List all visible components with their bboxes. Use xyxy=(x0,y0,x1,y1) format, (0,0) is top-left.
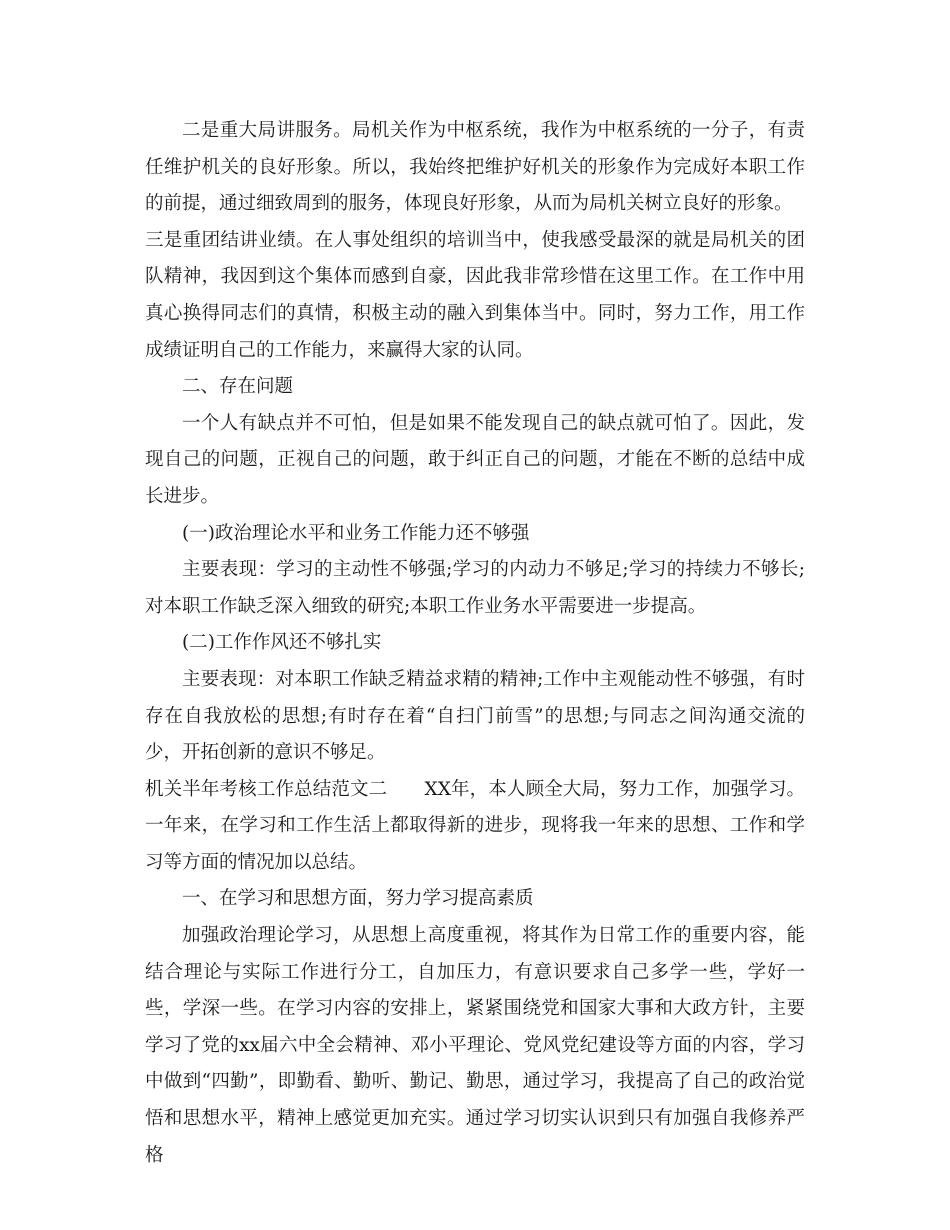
subheading-work-style: (二)工作作风还不够扎实 xyxy=(182,632,382,654)
section-heading-study: 一、在学习和思想方面，努力学习提高素质 xyxy=(182,888,534,910)
paragraph-work-style-manifestation: 主要表现：对本职工作缺乏精益求精的精神;工作中主观能动性不够强，有时存在自我放松的思想;有时存在着“自扫门前雪”的思想;与同志之间沟通交流的少，开拓创新的意识不够足。 xyxy=(145,668,805,764)
section-heading-problems: 二、存在问题 xyxy=(182,376,294,398)
document-body xyxy=(145,113,805,1174)
paragraph-service: 二是重大局讲服务。局机关作为中枢系统，我作为中枢系统的一分子，有责任维护机关的良好形象。所以，我始终把维护好机关的形象作为完成好本职工作的前提，通过细致周到的服务，体现良好形象，从而为局机关树立良好的形象。 xyxy=(145,120,805,215)
paragraph-sample-two-intro: 机关半年考核工作总结范文二 XX年，本人顾全大局，努力工作，加强学习。一年来，在学习和工作生活上都取得新的进步，现将我一年来的思想、工作和学习等方面的情况加以总结。 xyxy=(145,778,805,873)
paragraph-study-detail: 加强政治理论学习，从思想上高度重视，将其作为日常工作的重要内容，能结合理论与实际工作进行分工，自加压力，有意识要求自己多学一些，学好一些，学深一些。在学习内容的安排上，紧紧围绕党和国家大事和大政方针，主要学习了党的xx届六中全会精神、邓小平理论、党风党纪建设等方面的内容，学习中做到“四勤”，即勤看、勤听、勤记、勤思，通过学习，我提高了自己的政治觉悟和思想水平，精神上感觉更加充实。通过学习切实认识到只有加强自我修养严格 xyxy=(145,925,805,1166)
subheading-theory-ability: (一)政治理论水平和业务工作能力还不够强 xyxy=(182,522,530,544)
paragraph-theory-manifestation: 主要表现：学习的主动性不够强;学习的内动力不够足;学习的持续力不够长;对本职工作缺乏深入细致的研究;本职工作业务水平需要进一步提高。 xyxy=(145,559,805,617)
paragraph-problems-intro: 一个人有缺点并不可怕，但是如果不能发现自己的缺点就可怕了。因此，发现自己的问题，正视自己的问题，敢于纠正自己的问题，才能在不断的总结中成长进步。 xyxy=(145,412,805,507)
paragraph-unity: 三是重团结讲业绩。在人事处组织的培训当中，使我感受最深的就是局机关的团队精神，我因到这个集体而感到自豪，因此我非常珍惜在这里工作。在工作中用真心换得同志们的真情，积极主动的融入到集体当中。同时，努力工作，用工作成绩证明自己的工作能力，来赢得大家的认同。 xyxy=(145,229,805,361)
